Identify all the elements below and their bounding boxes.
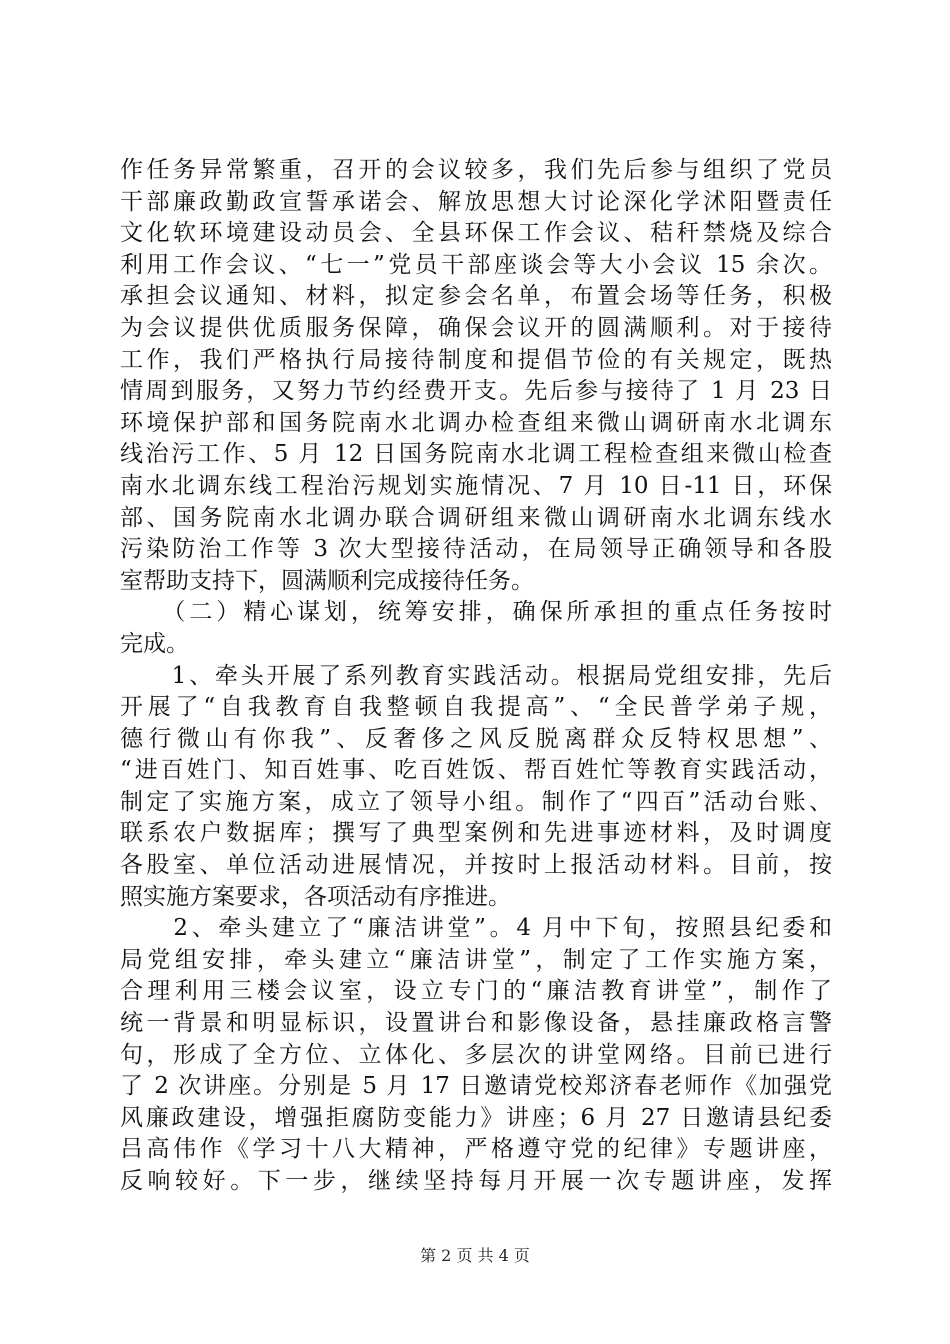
text-line: 工作，我们严格执行局接待制度和提倡节俭的有关规定，既热 <box>120 346 832 373</box>
text-line: 南水北调东线工程治污规划实施情况、7 月 10 日-11 日，环保 <box>120 472 832 499</box>
text-line: 联系农户数据库；撰写了典型案例和先进事迹材料，及时调度 <box>120 820 832 847</box>
text-line: 句，形成了全方位、立体化、多层次的讲堂网络。目前已进行 <box>120 1041 832 1068</box>
text-line: 线治污工作、5 月 12 日国务院南水北调工程检查组来微山检查 <box>120 441 832 468</box>
text-line: 利用工作会议、“七一”党员干部座谈会等大小会议 15 余次。 <box>120 251 832 278</box>
text-line: 作任务异常繁重，召开的会议较多，我们先后参与组织了党员 <box>120 157 832 183</box>
text-line: 开展了“自我教育自我整顿自我提高”、“全民普学弟子规， <box>120 694 832 721</box>
section-heading-line: （二）精心谋划，统筹安排，确保所承担的重点任务按时 <box>120 599 832 626</box>
text-line: 反响较好。下一步，继续坚持每月开展一次专题讲座，发挥 <box>120 1168 832 1194</box>
text-line: 干部廉政勤政宣誓承诺会、解放思想大讨论深化学沭阳暨责任 <box>120 188 832 215</box>
text-line: 承担会议通知、材料，拟定参会名单，布置会场等任务，积极 <box>120 283 832 310</box>
text-line: 制定了实施方案，成立了领导小组。制作了“四百”活动台账、 <box>120 788 832 815</box>
section-heading-line: 完成。 <box>120 630 189 657</box>
text-line: 吕高伟作《学习十八大精神，严格遵守党的纪律》专题讲座， <box>120 1136 832 1163</box>
text-line: 文化软环境建设动员会、全县环保工作会议、秸秆禁烧及综合 <box>120 220 832 247</box>
text-line: 污染防治工作等 3 次大型接待活动，在局领导正确领导和各股 <box>120 536 832 563</box>
text-line: 环境保护部和国务院南水北调办检查组来微山调研南水北调东 <box>120 409 832 436</box>
text-line: 部、国务院南水北调办联合调研组来微山调研南水北调东线水 <box>120 504 832 531</box>
text-line: 合理利用三楼会议室，设立专门的“廉洁教育讲堂”，制作了 <box>120 978 832 1005</box>
text-line: 室帮助支持下，圆满顺利完成接待任务。 <box>120 567 534 594</box>
text-line: 2、牵头建立了“廉洁讲堂”。4 月中下旬，按照县纪委和 <box>120 915 832 942</box>
text-line: 1、牵头开展了系列教育实践活动。根据局党组安排，先后 <box>120 662 832 689</box>
text-line: 德行微山有你我”、反奢侈之风反脱离群众反特权思想”、 <box>120 725 832 752</box>
body-text <box>120 155 832 1198</box>
text-line: 照实施方案要求，各项活动有序推进。 <box>120 883 511 910</box>
text-line: 统一背景和明显标识，设置讲台和影像设备，悬挂廉政格言警 <box>120 1010 832 1037</box>
text-line: 局党组安排，牵头建立“廉洁讲堂”，制定了工作实施方案， <box>120 946 832 973</box>
page-number-footer: 第 2 页 共 4 页 <box>420 1246 530 1265</box>
text-line: 各股室、单位活动进展情况，并按时上报活动材料。目前，按 <box>120 852 832 879</box>
text-line: “进百姓门、知百姓事、吃百姓饭、帮百姓忙等教育实践活动， <box>120 757 832 784</box>
text-line: 为会议提供优质服务保障，确保会议开的圆满顺利。对于接待 <box>120 314 832 341</box>
text-line: 了 2 次讲座。分别是 5 月 17 日邀请党校郑济春老师作《加强党 <box>120 1073 832 1100</box>
text-line: 情周到服务，又努力节约经费开支。先后参与接待了 1 月 23 日 <box>120 378 832 405</box>
text-line: 风廉政建设，增强拒腐防变能力》讲座；6 月 27 日邀请县纪委 <box>120 1104 832 1131</box>
